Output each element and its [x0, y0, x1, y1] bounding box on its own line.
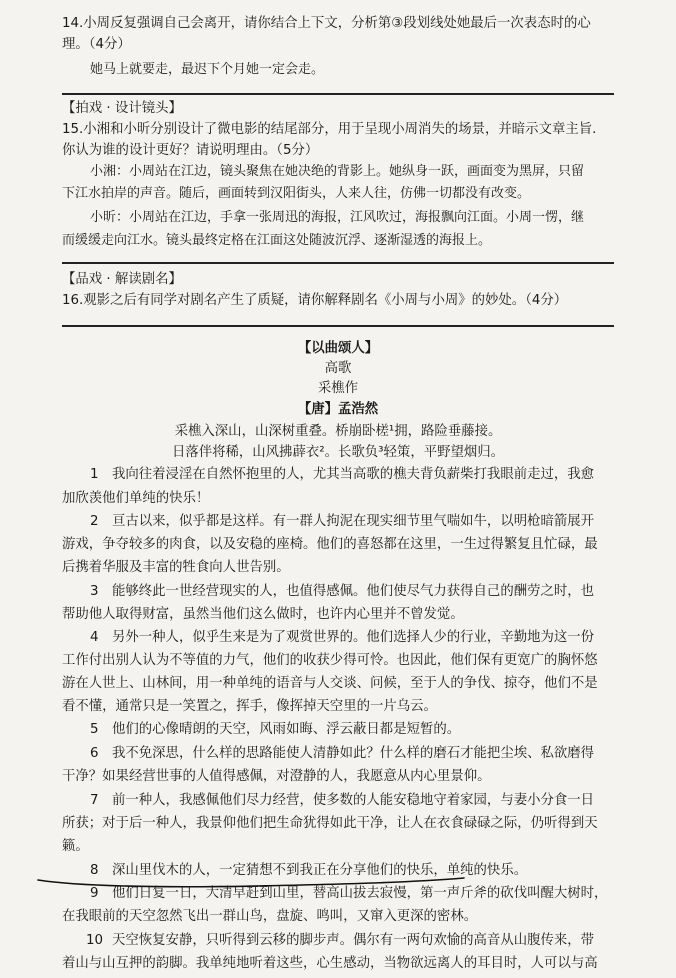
paragraph-line: 另外一种人，似乎生来是为了观赏世界的。他们选择人少的行业，辛勤地为这一份: [112, 630, 595, 645]
paragraph-line: 深山里伐木的人，一定猜想不到我正在分享他们的快乐，单纯的快乐。: [112, 863, 528, 878]
paragraph-line: 前一种人，我感佩他们尽力经营，使多数的人能安稳地守着家园，与妻小分食一日: [112, 793, 595, 808]
paragraph-number: 1: [90, 467, 99, 482]
paragraph-line: 他们日复一日，大清早赶到山里，替高山拔去寂慢，第一声斤斧的砍伐叫醒大树时，: [112, 886, 608, 901]
paragraph-line: 籁。: [62, 839, 89, 854]
paragraph-number: 4: [90, 630, 99, 645]
paragraph-number: 9: [90, 886, 99, 901]
paragraph-line: 能够终此一世经营现实的人，也值得感佩。他们使尽气力获得自己的酬劳之时，也: [112, 584, 595, 599]
paragraph-number: 3: [90, 584, 99, 599]
paragraph-line: 干净？如果经营世事的人值得感佩，对澄静的人，我愿意从内心里景仰。: [62, 769, 491, 784]
paragraph-number: 7: [90, 793, 99, 808]
paragraph-line: 游在人世上、山林间，用一种单纯的语音与人交谈、问候，至于人的争伐、掠夺，他们不是: [62, 676, 598, 691]
paragraph-line: 工作付出别人认为不等值的力气，他们的收获少得可怜。也因此，他们保有更宽广的胸怀悠: [62, 653, 598, 668]
q15-xiaoxiang-line2: 下江水拍岸的声音。随后，画面转到汉阳街头，人来人往，仿佛一切都没有改变。: [62, 186, 531, 201]
essay-title: 高歌: [324, 361, 352, 376]
poem-dynasty-author: 【唐】孟浩然: [297, 402, 379, 417]
q15-line2: 你认为谁的设计更好？请说明理由。（5分）: [62, 143, 319, 158]
paragraph-line: 我不免深思，什么样的思路能使人清静如此？什么样的磨石才能把尘埃、私欲磨得: [112, 746, 595, 761]
paragraph-line: 加欣羡他们单纯的快乐！: [62, 491, 210, 506]
q14-line2: 理。（4分）: [62, 37, 131, 52]
paragraph-line: 他们的心像晴朗的天空，风雨如晦、浮云蔽日都是短暂的。: [112, 722, 461, 737]
paragraph-line: 所获；对于后一种人，我景仰他们把生命犹得如此干净，让人在衣食碌碌之际，仍听得到天: [62, 816, 598, 831]
paragraph-line: 游戏，争夺较多的肉食，以及安稳的座椅。他们的喜怒都在这里，一生过得繁复且忙碌，最: [62, 537, 598, 552]
divider: [62, 93, 614, 95]
paragraph-line: 帮助他人取得财富，虽然当他们这么做时，也许内心里并不曾发觉。: [62, 607, 464, 622]
paragraph-number: 2: [90, 514, 99, 529]
paragraph-line: 着山与山互押的韵脚。我单纯地听着这些，心生感动，当物欲远离人的耳目时，人可以与高: [62, 956, 598, 971]
essay-author: 采樵作: [317, 381, 359, 396]
paragraph-number: 8: [90, 863, 99, 878]
q14-line1: 14.小周反复强调自己会离开，请你结合上下文，分析第③段划线处她最后一次表态时的心: [62, 16, 591, 31]
q15-xiaoxin-line1: 小昕：小周站在江边，手拿一张周迅的海报，江风吹过，海报飘向江面。小周一愣，继: [90, 210, 585, 225]
section-heading-design: 【拍戏 · 设计镜头】: [62, 101, 182, 116]
divider: [62, 262, 614, 264]
divider: [62, 325, 614, 327]
paragraph-number: 6: [90, 746, 99, 761]
paragraph-line: 看不懂，通常只是一笑置之，挥手，像挥掉天空里的一片乌云。: [62, 699, 437, 714]
paragraph-line: 在我眼前的天空忽然飞出一群山鸟，盘旋、鸣叫，又窜入更深的密林。: [62, 909, 478, 924]
paragraph-line: 天空恢复安静，只听得到云移的脚步声。偶尔有一两句欢愉的高音从山腹传来，带: [112, 933, 595, 948]
paragraph-line: 后携着华服及丰富的牲食向人世告别。: [62, 560, 290, 575]
paragraph-number: 10: [86, 933, 104, 948]
section-heading-title: 【品戏 · 解读剧名】: [62, 272, 182, 287]
q16-prompt: 16.观影之后有同学对剧名产生了质疑，请你解释剧名《小周与小周》的妙处。（4分）: [62, 293, 568, 308]
q15-xiaoxiang-line1: 小湘：小周站在江边，镜头聚焦在她决绝的背影上。她纵身一跃，画面变为黑屏，只留: [90, 164, 585, 179]
paragraph-number: 5: [90, 722, 99, 737]
poem-line: 日落伴将稀，山风拂薜衣²。长歌负³轻策，平野望烟归。: [171, 445, 505, 460]
q15-xiaoxin-line2: 而缓缓走向江水。镜头最终定格在江面这处随波沉浮、逐渐湿透的海报上。: [62, 233, 492, 248]
q15-line1: 15.小湘和小昕分别设计了微电影的结尾部分，用于呈现小周消失的场景，并暗示文章主旨.: [62, 122, 597, 137]
q14-handwritten-answer: 她马上就要走，最迟下个月她一定会走。: [90, 62, 325, 77]
paragraph-line: 我向往着浸淫在自然怀抱里的人，尤其当高歌的樵夫背负薪柴打我眼前走过，我愈: [112, 467, 595, 482]
section-heading-song: 【以曲颂人】: [297, 341, 379, 356]
poem-line: 采樵入深山，山深树重叠。桥崩卧槎¹拥，路险垂藤接。: [174, 424, 502, 439]
paragraph-line: 亘古以来，似乎都是这样。有一群人拘泥在现实细节里气喘如牛，以明枪暗箭展开: [112, 514, 595, 529]
